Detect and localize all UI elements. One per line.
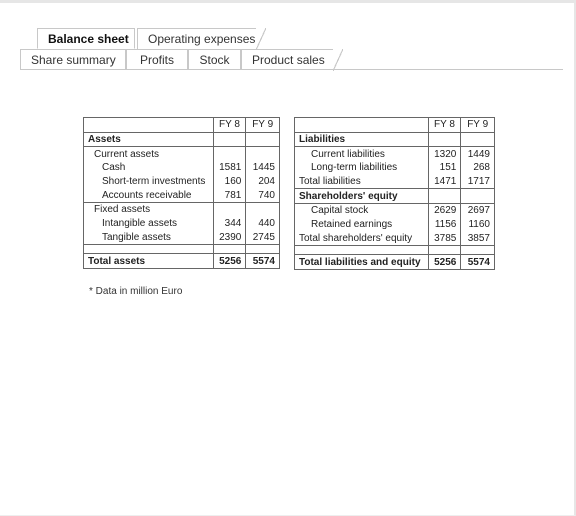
col-header-fy9: FY 9 xyxy=(461,118,495,133)
total-liabilities-equity-fy9: 5574 xyxy=(461,255,495,270)
table-row xyxy=(84,231,280,245)
tab-stock[interactable]: Stock xyxy=(188,49,241,70)
col-header-fy8: FY 8 xyxy=(213,118,246,133)
table-row xyxy=(295,204,495,218)
table-row xyxy=(295,232,495,246)
row-label: Capital stock xyxy=(295,204,429,218)
table-row xyxy=(295,175,495,189)
cell-fy9: 1449 xyxy=(461,147,495,161)
tab-balance-sheet[interactable]: Balance sheet xyxy=(37,28,135,49)
col-header-fy9: FY 9 xyxy=(246,118,280,133)
cell-fy8: 2390 xyxy=(213,231,246,245)
tab-share-summary[interactable]: Share summary xyxy=(20,49,126,70)
cell-fy9: 2745 xyxy=(246,231,280,245)
liabilities-table xyxy=(294,117,495,270)
tab-operating-expenses[interactable]: Operating expenses xyxy=(137,28,256,49)
cell-fy9: 1160 xyxy=(461,218,495,232)
table-row xyxy=(84,217,280,231)
cell-fy8: 1156 xyxy=(428,218,461,232)
row-label: Retained earnings xyxy=(295,218,429,232)
cell-fy9: 268 xyxy=(461,161,495,175)
cell-fy8: 151 xyxy=(428,161,461,175)
col-header-fy8: FY 8 xyxy=(428,118,461,133)
table-row xyxy=(295,147,495,161)
assets-table xyxy=(83,117,280,269)
tab-strip-baseline xyxy=(20,69,563,70)
cell-fy9: 2697 xyxy=(461,204,495,218)
cell-fy8: 3785 xyxy=(428,232,461,246)
total-liabilities-equity-label: Total liabilities and equity xyxy=(295,255,429,270)
fixed-assets-label: Fixed assets xyxy=(84,203,214,217)
table-row xyxy=(84,188,280,202)
cell-fy9: 1717 xyxy=(461,175,495,189)
assets-heading: Assets xyxy=(84,132,214,147)
row-label: Intangible assets xyxy=(84,217,214,231)
total-equity-label: Total shareholders' equity xyxy=(295,232,429,246)
cell-fy8: 344 xyxy=(213,217,246,231)
row-label: Tangible assets xyxy=(84,231,214,245)
row-label: Current liabilities xyxy=(295,147,429,161)
tab-product-sales[interactable]: Product sales xyxy=(241,49,333,70)
cell-fy8: 160 xyxy=(213,175,246,189)
tab-profits[interactable]: Profits xyxy=(126,49,188,70)
total-assets-label: Total assets xyxy=(84,254,214,269)
cell-fy9: 204 xyxy=(246,175,280,189)
cell-fy9: 1445 xyxy=(246,161,280,175)
cell-fy8: 1581 xyxy=(213,161,246,175)
row-label: Long-term liabilities xyxy=(295,161,429,175)
row-label: Accounts receivable xyxy=(84,188,214,202)
cell-fy8: 2629 xyxy=(428,204,461,218)
table-row xyxy=(84,175,280,189)
cell-fy8: 781 xyxy=(213,188,246,202)
cell-fy8: 1320 xyxy=(428,147,461,161)
row-label: Cash xyxy=(84,161,214,175)
total-assets-fy9: 5574 xyxy=(246,254,280,269)
table-row xyxy=(295,218,495,232)
cell-fy9: 440 xyxy=(246,217,280,231)
table-row xyxy=(84,161,280,175)
total-row xyxy=(84,254,280,269)
table-row xyxy=(295,161,495,175)
liabilities-heading: Liabilities xyxy=(295,132,429,147)
cell-fy9: 740 xyxy=(246,188,280,202)
current-assets-label: Current assets xyxy=(84,147,214,161)
row-label: Short-term investments xyxy=(84,175,214,189)
total-assets-fy8: 5256 xyxy=(213,254,246,269)
footnote: * Data in million Euro xyxy=(89,286,183,297)
total-liabilities-equity-fy8: 5256 xyxy=(428,255,461,270)
total-liabilities-label: Total liabilities xyxy=(295,175,429,189)
total-row xyxy=(295,255,495,270)
cell-fy9: 3857 xyxy=(461,232,495,246)
equity-heading: Shareholders' equity xyxy=(295,189,429,204)
cell-fy8: 1471 xyxy=(428,175,461,189)
